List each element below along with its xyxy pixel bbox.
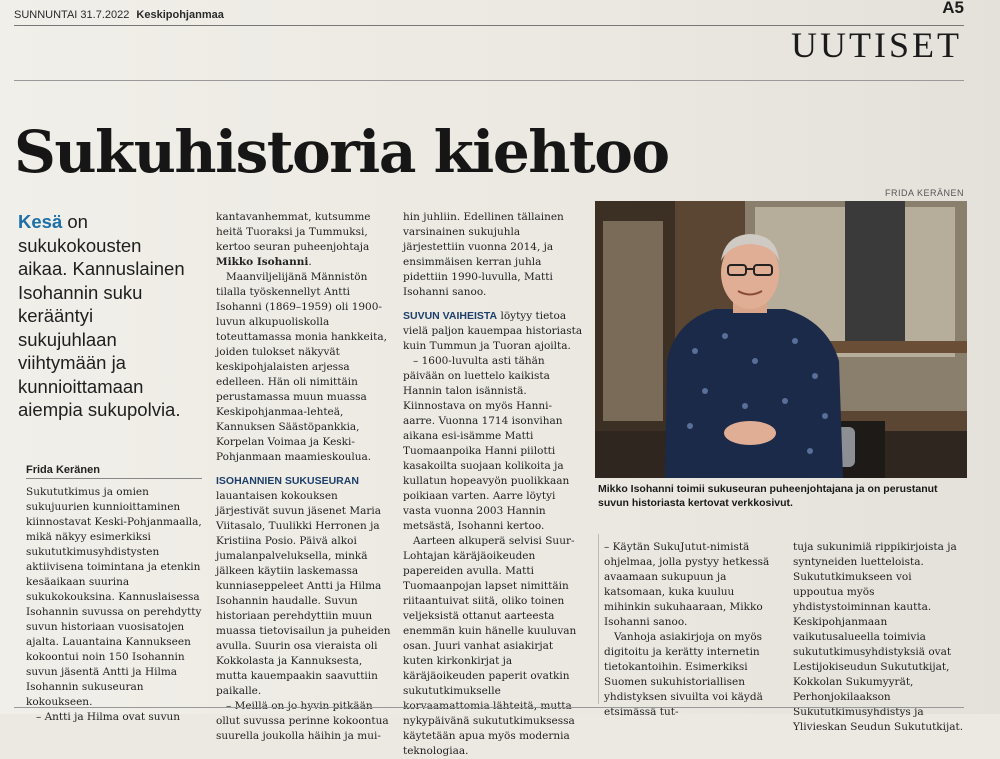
byline-rule xyxy=(26,478,202,479)
section-title: UUTISET xyxy=(791,25,962,65)
paragraph: – Antti ja Hilma ovat suvun xyxy=(36,711,181,723)
paper-name: Keskipohjanmaa xyxy=(136,9,224,21)
paragraph-end: . xyxy=(308,256,312,268)
subheading: ISOHANNIEN SUKUSEURAN xyxy=(216,475,359,487)
person-name: Mikko Isohanni xyxy=(216,256,309,268)
paragraph: Vanhoja asiakirjoja on myös digitoitu ja kerätty internetin tietokantoihin. Esimerkiksi Suomen sukuhistoriallisen yhdistyksen sivuilta voi käydä etsimässä tut- xyxy=(604,631,763,718)
lead-first-word: Kesä xyxy=(18,211,63,232)
paragraph: Maanviljelijänä Männistön tilalla työskennellyt Antti Isohanni (1869–1959) oli 1900-luvun alkupuoliskolla toteuttamassa monia hankkeita, joiden tulokset näkyvät keskipohjalaisten arjessa edelleen. Hän oli nimittäin perustamassa muun muassa Keskipohjanmaa-lehteä, Kannuksen Säästöpankkia, Korpelan Voimaa ja Keski-Pohjanmaan maamieskoulua. xyxy=(216,271,387,463)
photo-caption: Mikko Isohanni toimii sukuseuran puheenjohtajana ja on perustanut suvun historiasta kertovat verkkosivut. xyxy=(598,483,938,509)
issue-date: SUNNUNTAI 31.7.2022 xyxy=(14,9,130,21)
article-column-1 xyxy=(26,485,204,725)
paragraph xyxy=(216,474,394,699)
paragraph: – 1600-luvulta asti tähän päivään on luettelo kaikista Hannin talon isännistä. Kiinnostava on myös Hanni-aarre. Vuonna 1714 isonvihan aikana esi-isämme Matti Tuomaanpoika Hanni piilotti kasakoilta suojaan kolikoita ja kullatun hopeavyön puolikkaan poikiaan varten. Aarre löytyi vasta vuonna 2003 Hannin metsästä, Isohanni kertoo. xyxy=(403,355,570,532)
article-column-2 xyxy=(216,210,394,744)
lead-paragraph xyxy=(18,210,193,422)
photo-illustration xyxy=(595,201,967,478)
column-divider xyxy=(598,534,599,704)
paragraph: Sukututkimus ja omien sukujuurien kunnioittaminen kiinnostavat Keski-Pohjanmaalla, mikä näkyy esimerkiksi sukututkimusyhdistysten aktiivisena toimintana ja etenkin kesäaikaan suurina sukukokouksina. Kannuslaisessa Isohannin suvussa on perehdytty suvun historiaan vuosisatojen ajalta. Lauantaina Kannukseen kokoontui noin 150 Isohannin suvun jäsentä Antti ja Hilma Isohannin sukuseuran kokoukseen. xyxy=(26,486,202,708)
paragraph-text: kantavanhemmat, kutsumme heitä Tuoraksi ja Tummuksi, kertoo seuran puheenjohtaja xyxy=(216,211,371,253)
paragraph-text: lauantaisen kokouksen järjestivät suvun jäsenet Maria Viitasalo, Tuulikki Herronen ja Kristiina Posio. Päivä alkoi jumalanpalveluksella, minkä jälkeen käytiin laskemassa kunniaseppeleet Antti ja Hilma Isohannin haudalle. Suvun historiaan perehdyttiin muun muassa tietovisailun ja puheiden avulla. Suurin osa vieraista oli Kokkolasta ja Kannuksesta, mutta kauempaakin saavuttiin paikalle. xyxy=(216,490,391,697)
article-photo xyxy=(595,201,967,478)
page-number: A5 xyxy=(942,0,964,17)
article-column-5 xyxy=(793,540,965,735)
section-rule xyxy=(14,80,964,81)
paragraph: – Käytän SukuJutut-nimistä ohjelmaa, jolla pystyy hetkessä avaamaan sukupuun ja katsomaan, kuka kuuluu mihinkin sukuhaaraan, Mikko Isohanni sanoo. xyxy=(604,541,770,628)
paragraph: Aarteen alkuperä selvisi Suur-Lohtajan käräjäoikeuden papereiden avulla. Matti Tuomaanpojan lapset nimittäin riitaantuivat siitä, oliko toinen veljeksistä ottanut aarteesta enemmän kuin hänelle kuuluvan osan. Juuri vanhat asiakirjat kuten kirkonkirjat ja käräjäoikeuden paperit ovatkin sukututkimukselle korvaamattomia lähteitä, mutta nykypäivänä sukututkimuksessa käytetään apua myös modernia teknologiaa. xyxy=(403,535,577,757)
subheading: SUVUN VAIHEISTA xyxy=(403,310,498,322)
headline: Sukuhistoria kiehtoo xyxy=(14,118,669,186)
article-column-4 xyxy=(604,540,782,720)
masthead xyxy=(14,9,224,21)
paragraph-text: löytyy tietoa vielä paljon kauempaa historiasta kuin Tummun ja Tuoran ajoilta. xyxy=(403,310,583,352)
photo-credit: FRIDA KERÄNEN xyxy=(884,188,964,198)
paragraph: hin juhliin. Edellinen tällainen varsinainen sukujuhla järjestettiin vuonna 2014, ja ensimmäisen kerran juhla pidettiin 1990-luvulla, Matti Isohanni sanoo. xyxy=(403,211,564,298)
paragraph: – Meillä on jo hyvin pitkään ollut suvussa perinne kokoontua suurella joukolla häihin ja mui- xyxy=(216,700,389,742)
lead-text: on sukukokousten aikaa. Kannuslainen Isohannin suku kerääntyi sukujuhlaan viihtymään ja kunnioittamaan aiempia sukupolvia. xyxy=(18,211,185,420)
paragraph xyxy=(403,309,583,354)
paragraph xyxy=(216,210,394,270)
paragraph: tuja sukunimiä rippikirjoista ja syntyneiden luetteloista. Sukututkimukseen voi uppoutua myös yhdistystoiminnan kautta. Keskipohjanmaan vaikutusalueella toimivia sukututkimusyhdistyksiä ovat Lestijokiseudun Sukututkijat, Kokkolan Sukumyyrät, Perhonjokilaakson Sukututkimusyhdistys ja Ylivieskan Seudun Sukututkijat. xyxy=(793,541,964,733)
bottom-rule xyxy=(14,707,964,708)
article-column-3 xyxy=(403,210,583,759)
byline: Frida Keränen xyxy=(26,464,100,476)
